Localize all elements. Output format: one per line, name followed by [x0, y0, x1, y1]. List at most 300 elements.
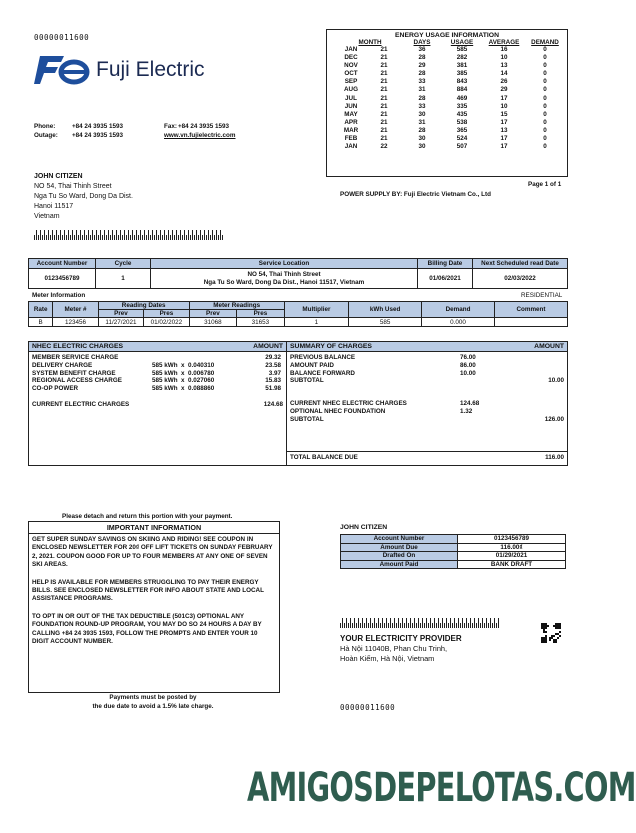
table-cell: 21 — [380, 94, 388, 102]
barcode-bar — [136, 230, 137, 240]
table-cell: 0 — [543, 70, 547, 78]
col-header: Account Number — [29, 259, 96, 269]
barcode-bar — [362, 618, 363, 628]
page-number: Page 1 of 1 — [528, 181, 562, 188]
account-number: 0123456789 — [29, 269, 96, 289]
barcode-bar — [170, 235, 171, 240]
table-cell: 21 — [380, 78, 388, 86]
table-cell: MAY — [344, 110, 358, 118]
barcode-bar — [368, 623, 369, 628]
late-note-line: the due date to avoid a 1.5% late charge. — [92, 703, 214, 710]
energy-usage-table — [337, 39, 565, 151]
barcode-bar — [44, 230, 45, 240]
barcode-bar — [208, 230, 209, 240]
barcode-bar — [396, 623, 397, 628]
table-cell: 0 — [543, 86, 547, 94]
barcode-bar — [490, 618, 491, 628]
barcode-bar — [430, 618, 431, 628]
fax-value: +84 24 3935 1593 — [178, 123, 229, 130]
barcode-bar — [116, 230, 117, 240]
barcode-bar — [452, 623, 453, 628]
barcode-bar — [34, 235, 35, 240]
barcode-bar — [108, 230, 109, 240]
barcode-bar — [104, 230, 105, 240]
col-header: DAYS — [413, 39, 431, 46]
table-cell: MAR — [343, 126, 359, 134]
fuji-logo-icon — [34, 53, 90, 87]
barcode-bar — [82, 235, 83, 240]
table-row — [337, 111, 565, 119]
barcode-bar — [56, 230, 57, 240]
payment-label: Amount Due — [341, 543, 458, 552]
charge-label: SYSTEM BENEFIT CHARGE — [32, 369, 116, 377]
barcode-bar — [156, 230, 157, 240]
account-table — [28, 258, 568, 289]
barcode-bar — [40, 230, 41, 240]
table-cell: 14 — [500, 70, 508, 78]
summary-value: 10.00 — [548, 377, 564, 385]
table-cell: 28 — [418, 94, 426, 102]
charge-detail: 585 kWh x 0.088860 — [152, 385, 215, 393]
col-header: MONTH — [358, 39, 382, 46]
charge-detail: 585 kWh x 0.040310 — [152, 361, 215, 369]
summary-label: SUBTOTAL — [290, 377, 324, 385]
barcode-bar — [350, 618, 351, 628]
barcode-bar — [128, 230, 129, 240]
barcode-bar — [378, 618, 379, 628]
barcode-bar — [374, 618, 375, 628]
table-cell: 29 — [500, 86, 508, 94]
service-location-line: NO 54, Thai Thinh Street — [247, 270, 321, 278]
barcode-bar — [48, 230, 49, 240]
table-cell: 884 — [456, 86, 468, 94]
barcode-bar — [418, 618, 419, 628]
provider-address-line: Hà Nội 11040B, Phan Chu Trinh, — [340, 644, 448, 653]
barcode-bar — [74, 235, 75, 240]
remit-barcode — [340, 618, 499, 628]
barcode-bar — [36, 230, 37, 240]
barcode-bar — [120, 230, 121, 240]
comment-value — [495, 318, 568, 327]
charge-value: 23.58 — [265, 361, 281, 369]
table-cell: 33 — [418, 102, 426, 110]
barcode-bar — [450, 618, 451, 628]
barcode-bar — [372, 623, 373, 628]
barcode-bar — [432, 623, 433, 628]
barcode-bar — [348, 623, 349, 628]
summary-label: PREVIOUS BALANCE — [290, 354, 356, 361]
table-cell: 17 — [500, 118, 508, 126]
table-cell: 21 — [380, 102, 388, 110]
charge-detail: 585 kWh x 0.027060 — [152, 377, 215, 385]
col-header: Meter Readings — [189, 302, 284, 310]
table-cell: AUG — [344, 86, 358, 94]
barcode-bar — [76, 230, 77, 240]
payment-label: Account Number — [341, 535, 458, 544]
table-cell: 282 — [456, 54, 468, 62]
table-cell: 335 — [456, 102, 468, 110]
table-cell: JAN — [344, 46, 358, 53]
important-info-box — [28, 521, 280, 693]
barcode-bar — [202, 235, 203, 240]
table-cell: 21 — [380, 135, 388, 143]
barcode-bar — [214, 235, 215, 240]
barcode-bar — [498, 618, 499, 628]
barcode-bar — [460, 623, 461, 628]
charge-value: 15.83 — [265, 377, 281, 385]
table-row — [337, 127, 565, 135]
barcode-bar — [406, 618, 407, 628]
table-cell: 31 — [418, 86, 426, 94]
col-header: Next Scheduled read Date — [473, 259, 568, 269]
customer-name: JOHN CITIZEN — [34, 173, 83, 180]
barcode-bar — [342, 618, 343, 628]
table-cell: 435 — [456, 110, 468, 118]
barcode-bar — [52, 230, 53, 240]
table-cell: SEP — [344, 78, 358, 86]
barcode-bar — [188, 230, 189, 240]
barcode-bar — [178, 235, 179, 240]
table-cell: 26 — [500, 78, 508, 86]
col-header: kWh Used — [349, 302, 422, 318]
barcode-bar — [124, 230, 125, 240]
payment-label: Drafted On — [341, 552, 458, 561]
table-cell: 843 — [456, 78, 468, 86]
col-header: Cycle — [96, 259, 151, 269]
barcode-bar — [400, 623, 401, 628]
barcode-bar — [64, 230, 65, 240]
barcode-bar — [386, 618, 387, 628]
total-due-value: 116.00 — [545, 454, 564, 461]
barcode-bar — [88, 230, 89, 240]
barcode-bar — [438, 618, 439, 628]
barcode-bar — [478, 618, 479, 628]
barcode-bar — [166, 235, 167, 240]
col-header: DEMAND — [531, 39, 559, 46]
demand-value: 0.000 — [422, 318, 495, 327]
table-cell: DEC — [344, 54, 358, 62]
table-cell: 28 — [418, 126, 426, 134]
barcode-bar — [220, 230, 221, 240]
outage-label: Outage: — [34, 132, 58, 139]
summary-value: 126.00 — [544, 415, 564, 423]
table-cell: 29 — [418, 62, 426, 70]
table-row — [337, 78, 565, 86]
summary-label: AMOUNT PAID — [290, 361, 334, 369]
charges-title: NHEC ELECTRIC CHARGES — [32, 343, 124, 350]
address-line: Hanoi 11517 — [34, 203, 74, 210]
charge-label: MEMBER SERVICE CHARGE — [32, 354, 119, 361]
service-type: RESIDENTIAL — [521, 292, 563, 299]
address-line: Nga Tu So Ward, Dong Da Dist. — [34, 193, 133, 200]
table-cell: 30 — [418, 110, 426, 118]
table-cell: 524 — [456, 135, 468, 143]
barcode-bar — [496, 623, 497, 628]
table-cell: 507 — [456, 143, 468, 151]
barcode-bar — [194, 235, 195, 240]
table-cell: 16 — [500, 46, 508, 53]
reading-prev: 31068 — [189, 318, 237, 327]
table-cell: 17 — [500, 135, 508, 143]
table-cell: 0 — [543, 46, 547, 53]
table-cell: 381 — [456, 62, 468, 70]
table-cell: 30 — [418, 135, 426, 143]
billing-date: 01/06/2021 — [418, 269, 473, 289]
payment-label: Amount Paid — [341, 560, 458, 569]
next-read-date: 02/03/2022 — [473, 269, 568, 289]
info-paragraph: HELP IS AVAILABLE FOR MEMBERS STRUGGLING TO PAY THEIR ENERGY BILLS. SEE ENCLOSED NEWSLETTER FOR INFO ABOUT STATE AND LOCAL ASSISTANCE PROGRAMS. — [32, 578, 264, 603]
charge-line — [32, 385, 283, 393]
barcode-bar — [180, 230, 181, 240]
watermark-text: AMIGOSDEPELOTAS.COM — [247, 765, 636, 811]
document-number: 00000011600 — [34, 33, 90, 42]
barcode-bar — [198, 235, 199, 240]
barcode-bar — [366, 618, 367, 628]
summary-value: 1.32 — [460, 407, 473, 415]
outage-value: +84 24 3935 1593 — [72, 132, 123, 139]
current-charges-label: CURRENT ELECTRIC CHARGES — [32, 400, 130, 408]
charge-label: DELIVERY CHARGE — [32, 361, 93, 369]
barcode-bar — [340, 623, 341, 628]
barcode-bar — [424, 623, 425, 628]
barcode-bar — [168, 230, 169, 240]
col-header: Rate — [29, 302, 53, 318]
barcode-bar — [210, 235, 211, 240]
summary-title: SUMMARY OF CHARGES — [290, 343, 372, 350]
current-charges-value: 124.68 — [263, 400, 283, 408]
barcode-bar — [190, 235, 191, 240]
charge-line — [32, 370, 283, 378]
barcode-bar — [144, 230, 145, 240]
barcode-bar — [126, 235, 127, 240]
table-cell: 0 — [543, 94, 547, 102]
col-header: Prev — [189, 310, 237, 318]
barcode-bar — [486, 618, 487, 628]
barcode-bar — [58, 235, 59, 240]
payment-value: BANK DRAFT — [458, 560, 566, 569]
table-row — [337, 46, 565, 54]
barcode-bar — [150, 235, 151, 240]
barcode-bar — [138, 235, 139, 240]
barcode-bar — [204, 230, 205, 240]
barcode-bar — [100, 230, 101, 240]
barcode-bar — [484, 623, 485, 628]
meter-number: 123456 — [53, 318, 98, 327]
qr-code-icon — [541, 623, 561, 643]
barcode-bar — [448, 623, 449, 628]
barcode-bar — [394, 618, 395, 628]
info-paragraph: GET SUPER SUNDAY SAVINGS ON SKIING AND RIDING! SEE COUPON IN ENCLOSED NEWSLETTER FOR 20₫ OFF LIFT TICKETS ON SUNDAY FEBRUARY 2, 2021. COUPON GOOD FOR UP TO FOUR MEMBERS AT ANY ONE OF SEVEN SKI AREAS. — [32, 536, 273, 569]
barcode-bar — [482, 618, 483, 628]
rate-value: B — [29, 318, 53, 327]
table-cell: 21 — [380, 86, 388, 94]
barcode-bar — [428, 623, 429, 628]
barcode-bar — [492, 623, 493, 628]
barcode-bar — [412, 623, 413, 628]
table-cell: APR — [344, 118, 358, 126]
barcode-bar — [132, 230, 133, 240]
barcode-bar — [494, 618, 495, 628]
barcode-bar — [84, 230, 85, 240]
power-supply: POWER SUPPLY BY: Fuji Electric Vietnam Co., Ltd — [340, 191, 491, 198]
barcode-bar — [390, 618, 391, 628]
barcode-bar — [98, 235, 99, 240]
barcode-bar — [60, 230, 61, 240]
table-cell: 21 — [380, 126, 388, 134]
payment-row — [341, 535, 566, 544]
qr-module — [559, 641, 561, 643]
table-cell: 0 — [543, 126, 547, 134]
barcode-bar — [356, 623, 357, 628]
summary-label: OPTIONAL NHEC FOUNDATION — [290, 407, 386, 415]
barcode-bar — [414, 618, 415, 628]
barcode-bar — [408, 623, 409, 628]
payment-value: 116.00₫ — [458, 543, 566, 552]
barcode-bar — [184, 230, 185, 240]
charge-label: CO-OP POWER — [32, 385, 79, 393]
barcode-bar — [148, 230, 149, 240]
barcode-bar — [50, 235, 51, 240]
barcode-bar — [90, 235, 91, 240]
table-cell: 585 — [456, 46, 468, 53]
summary-value: 76.00 — [460, 354, 476, 361]
cycle: 1 — [96, 269, 151, 289]
barcode-bar — [216, 230, 217, 240]
col-header: Service Location — [151, 259, 418, 269]
barcode-bar — [410, 618, 411, 628]
barcode-bar — [476, 623, 477, 628]
barcode-bar — [454, 618, 455, 628]
barcode-bar — [158, 235, 159, 240]
table-cell: 21 — [380, 46, 388, 53]
table-cell: 10 — [500, 102, 508, 110]
col-header: Reading Dates — [98, 302, 189, 310]
summary-label: CURRENT NHEC ELECTRIC CHARGES — [290, 400, 407, 408]
table-cell: 28 — [418, 70, 426, 78]
barcode-bar — [62, 235, 63, 240]
barcode-bar — [462, 618, 463, 628]
charge-line — [32, 362, 283, 370]
barcode-bar — [130, 235, 131, 240]
important-info-title: IMPORTANT INFORMATION — [29, 522, 279, 534]
barcode-bar — [70, 235, 71, 240]
barcode-bar — [134, 235, 135, 240]
service-location-line: Nga Tu So Ward, Dong Da Dist., Hanoi 11517, Vietnam — [203, 278, 365, 286]
col-header: Comment — [495, 302, 568, 318]
table-cell: 0 — [543, 54, 547, 62]
table-cell: 17 — [500, 143, 508, 151]
barcode-bar — [464, 623, 465, 628]
barcode-bar — [102, 235, 103, 240]
barcode-bar — [94, 235, 95, 240]
late-charge-note — [28, 693, 278, 711]
barcode-bar — [360, 623, 361, 628]
barcode-bar — [80, 230, 81, 240]
barcode-bar — [422, 618, 423, 628]
barcode-bar — [442, 618, 443, 628]
table-cell: NOV — [344, 62, 358, 70]
table-row — [337, 86, 565, 94]
table-row — [337, 62, 565, 70]
website-link[interactable]: www.vn.fujielectric.com — [164, 132, 236, 139]
barcode-bar — [140, 230, 141, 240]
table-cell: 538 — [456, 118, 468, 126]
barcode-bar — [488, 623, 489, 628]
summary-amount-header: AMOUNT — [534, 343, 564, 350]
barcode-bar — [38, 235, 39, 240]
payment-value: 01/29/2021 — [458, 552, 566, 561]
barcode-bar — [142, 235, 143, 240]
barcode-bar — [96, 230, 97, 240]
table-cell: 30 — [418, 143, 426, 151]
barcode-bar — [152, 230, 153, 240]
barcode-bar — [420, 623, 421, 628]
barcode-bar — [404, 623, 405, 628]
contact-block — [34, 122, 123, 140]
barcode-bar — [456, 623, 457, 628]
barcode-bar — [154, 235, 155, 240]
company-logo — [34, 53, 205, 87]
barcode-bar — [346, 618, 347, 628]
kwh-value: 585 — [349, 318, 422, 327]
meter-info-title: Meter Information — [32, 292, 86, 299]
barcode-bar — [92, 230, 93, 240]
barcode-bar — [352, 623, 353, 628]
table-row — [337, 119, 565, 127]
table-cell: 28 — [418, 54, 426, 62]
barcode-bar — [380, 623, 381, 628]
table-cell: 17 — [500, 94, 508, 102]
barcode-bar — [370, 618, 371, 628]
barcode-bar — [78, 235, 79, 240]
barcode-bar — [416, 623, 417, 628]
barcode-bar — [174, 235, 175, 240]
barcode-bar — [54, 235, 55, 240]
barcode-bar — [354, 618, 355, 628]
late-note-line: Payments must be posted by — [109, 694, 197, 701]
table-row — [337, 135, 565, 143]
barcode-bar — [474, 618, 475, 628]
table-cell: 21 — [380, 118, 388, 126]
energy-usage-box — [326, 29, 568, 177]
charge-detail: 585 kWh x 0.006780 — [152, 369, 215, 377]
barcode-bar — [176, 230, 177, 240]
barcode-bar — [444, 623, 445, 628]
barcode-bar — [200, 230, 201, 240]
table-cell: 13 — [500, 62, 508, 70]
table-cell: 21 — [380, 54, 388, 62]
charge-value: 3.97 — [268, 369, 281, 377]
table-cell: 15 — [500, 110, 508, 118]
postal-barcode — [34, 230, 223, 240]
summary-box — [286, 341, 568, 466]
barcode-bar — [344, 623, 345, 628]
charge-detail — [152, 354, 257, 362]
barcode-bar — [122, 235, 123, 240]
barcode-bar — [68, 230, 69, 240]
phone-value: +84 24 3935 1593 — [72, 123, 123, 130]
provider-address — [340, 634, 462, 664]
barcode-bar — [446, 618, 447, 628]
payment-row — [341, 560, 566, 569]
table-cell: OCT — [344, 70, 358, 78]
table-cell: JAN — [344, 143, 358, 151]
fax-block: Fax:+84 24 3935 1593 www.vn.fujielectric.com — [164, 123, 236, 139]
charge-label: REGIONAL ACCESS CHARGE — [32, 377, 122, 385]
table-cell: FEB — [344, 135, 358, 143]
barcode-bar — [402, 618, 403, 628]
col-header: Multiplier — [284, 302, 348, 318]
